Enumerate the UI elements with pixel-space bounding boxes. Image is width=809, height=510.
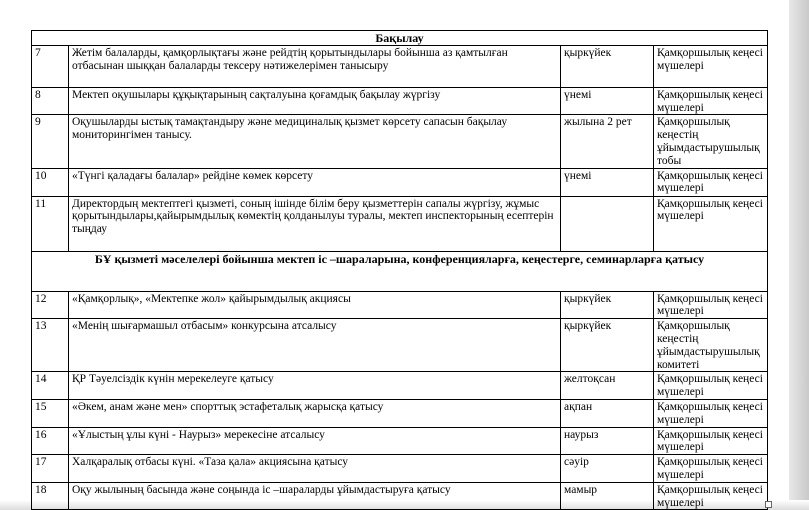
row-number: 14 <box>32 372 69 400</box>
row-time: үнемі <box>561 87 654 115</box>
row-activity: «Әкем, анам және мен» спорттық эстафеталық жарысқа қатысу <box>69 399 561 427</box>
row-activity: Директордың мектептегі қызметі, соның ішінде білім беру қызметтерін сапалы жүргізу, жұмыс қорытындылары,қайырымдылық көмектің қолданылуы туралы, мектеп инспекторының есептерін тыңдау <box>69 196 561 251</box>
section-title-control: Бақылау <box>32 31 768 46</box>
plan-table <box>31 30 768 510</box>
row-responsible: Қамқоршылық кеңестің ұйымдастырушылық тобы <box>654 115 768 168</box>
row-number: 11 <box>32 196 69 251</box>
row-responsible: Қамқоршылық кеңесі мүшелері <box>654 87 768 115</box>
row-time: үнемі <box>561 168 654 196</box>
row-responsible: Қамқоршылық кеңесі мүшелері <box>654 291 768 319</box>
row-number: 18 <box>32 482 69 510</box>
row-time: наурыз <box>561 427 654 455</box>
row-activity: «Қамқорлық», «Мектепке жол» қайырымдылық акциясы <box>69 291 561 319</box>
table-row <box>32 372 768 400</box>
table-row <box>32 319 768 372</box>
row-activity: «Түнгі қаладағы балалар» рейдіне көмек көрсету <box>69 168 561 196</box>
table-row <box>32 45 768 87</box>
row-time: қыркүйек <box>561 291 654 319</box>
table-row <box>32 196 768 251</box>
row-responsible: Қамқоршылық кеңесі мүшелері <box>654 399 768 427</box>
row-activity: Жетім балаларды, қамқорлықтағы және рейдтің қорытындылары бойынша аз қамтылған отбасынан шыққан балаларды тексеру нәтижелерімен танысыру <box>69 45 561 87</box>
table-row <box>32 399 768 427</box>
table-row <box>32 482 768 510</box>
table-row <box>32 291 768 319</box>
row-time: қыркүйек <box>561 319 654 372</box>
row-time: мамыр <box>561 482 654 510</box>
row-time <box>561 196 654 251</box>
row-activity: ҚР Тәуелсіздік күнін мерекелеуге қатысу <box>69 372 561 400</box>
row-responsible: Қамқоршылық кеңесі мүшелері <box>654 168 768 196</box>
row-number: 13 <box>32 319 69 372</box>
table-row <box>32 115 768 168</box>
table-resize-handle[interactable] <box>765 501 772 508</box>
row-time: жылына 2 рет <box>561 115 654 168</box>
row-number: 12 <box>32 291 69 319</box>
row-time: қыркүйек <box>561 45 654 87</box>
row-number: 17 <box>32 455 69 483</box>
row-number: 8 <box>32 87 69 115</box>
table-row <box>32 168 768 196</box>
row-time: сәуір <box>561 455 654 483</box>
row-number: 9 <box>32 115 69 168</box>
row-number: 16 <box>32 427 69 455</box>
row-responsible: Қамқоршылық кеңесі мүшелері <box>654 427 768 455</box>
table-row <box>32 87 768 115</box>
page-shadow <box>789 0 809 510</box>
row-activity: Оқушыларды ыстық тамақтандыру және медициналық қызмет көрсету сапасын бақылау мониторингімен танысу. <box>69 115 561 168</box>
row-time: ақпан <box>561 399 654 427</box>
row-activity: Оқу жылының басында және соңында іс –шараларды ұйымдастыруға қатысу <box>69 482 561 510</box>
section-header-row <box>32 31 768 46</box>
row-number: 7 <box>32 45 69 87</box>
row-activity: «Ұлыстың ұлы күні - Наурыз» мерекесіне атсалысу <box>69 427 561 455</box>
row-responsible: Қамқоршылық кеңесі мүшелері <box>654 196 768 251</box>
row-activity: «Менің шығармашыл отбасым» конкурсына атсалысу <box>69 319 561 372</box>
row-activity: Халқаралық отбасы күні. «Таза қала» акциясына қатысу <box>69 455 561 483</box>
row-activity: Мектеп оқушылары құқықтарының сақталуына қоғамдық бақылау жүргізу <box>69 87 561 115</box>
row-responsible: Қамқоршылық кеңесі мүшелері <box>654 372 768 400</box>
row-responsible: Қамқоршылық кеңесі мүшелері <box>654 455 768 483</box>
row-responsible: Қамқоршылық кеңесі мүшелері <box>654 482 768 510</box>
row-number: 15 <box>32 399 69 427</box>
section-title-participation: БҰ қызметі мәселелері бойынша мектеп іс –шараларына, конференцияларға, кеңестерге, семинарларға қатысу <box>32 251 768 291</box>
section-header-row <box>32 251 768 291</box>
row-time: желтоқсан <box>561 372 654 400</box>
row-responsible: Қамқоршылық кеңестің ұйымдастырушылық комитеті <box>654 319 768 372</box>
row-responsible: Қамқоршылық кеңесі мүшелері <box>654 45 768 87</box>
table-row <box>32 455 768 483</box>
row-number: 10 <box>32 168 69 196</box>
table-row <box>32 427 768 455</box>
